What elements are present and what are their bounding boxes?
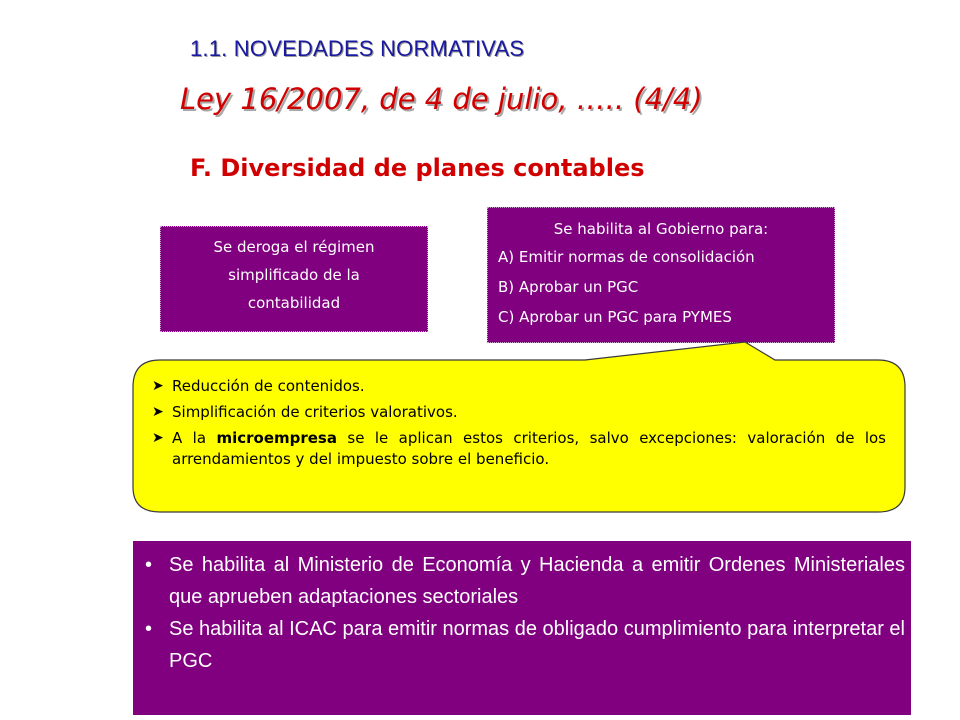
callout-item: [148, 402, 886, 423]
callout-item-text: Simplificación de criterios valorativos.: [172, 403, 458, 421]
bullet-dot-icon: •: [145, 554, 153, 576]
law-title: Ley 16/2007, de 4 de julio, ….. (4/4): [180, 82, 703, 116]
arrow-bullet-icon: ➤: [152, 378, 164, 394]
government-powers-header: Se habilita al Gobierno para:: [553, 220, 769, 238]
government-power-item: C) Aprobar un PGC para PYMES: [498, 308, 732, 326]
derogation-line: contabilidad: [247, 294, 341, 312]
section-title: 1.1. NOVEDADES NORMATIVAS: [190, 36, 525, 61]
ministry-item-text: Se habilita al Ministerio de Economía y Hacienda a emitir Ordenes Ministeriales que aprueben adaptaciones sectoriales: [169, 554, 905, 608]
bullet-dot-icon: •: [145, 618, 153, 640]
arrow-bullet-icon: ➤: [152, 404, 164, 420]
ministry-item: [143, 549, 905, 613]
callout-item: [148, 428, 886, 470]
derogation-line: Se deroga el régimen: [213, 238, 375, 256]
microempresa-term: microempresa: [216, 429, 337, 447]
government-power-item: A) Emitir normas de consolidación: [498, 248, 755, 266]
callout-item-suffix: se le aplican estos criterios, salvo excepciones: valoración de los arrendamientos y del impuesto sobre el beneficio.: [172, 429, 886, 468]
callout-content: [148, 376, 886, 475]
arrow-bullet-icon: ➤: [152, 430, 164, 446]
government-power-item: B) Aprobar un PGC: [498, 278, 639, 296]
ministry-item: [143, 613, 905, 677]
ministry-box: [133, 541, 911, 715]
ministry-item-text: Se habilita al ICAC para emitir normas de obligado cumplimiento para interpretar el PGC: [169, 618, 905, 672]
callout-item-text: Reducción de contenidos.: [172, 377, 365, 395]
slide-heading: F. Diversidad de planes contables: [190, 154, 645, 182]
callout-item-prefix: A la: [172, 429, 217, 447]
derogation-line: simplificado de la: [228, 266, 360, 284]
callout-item: [148, 376, 886, 397]
